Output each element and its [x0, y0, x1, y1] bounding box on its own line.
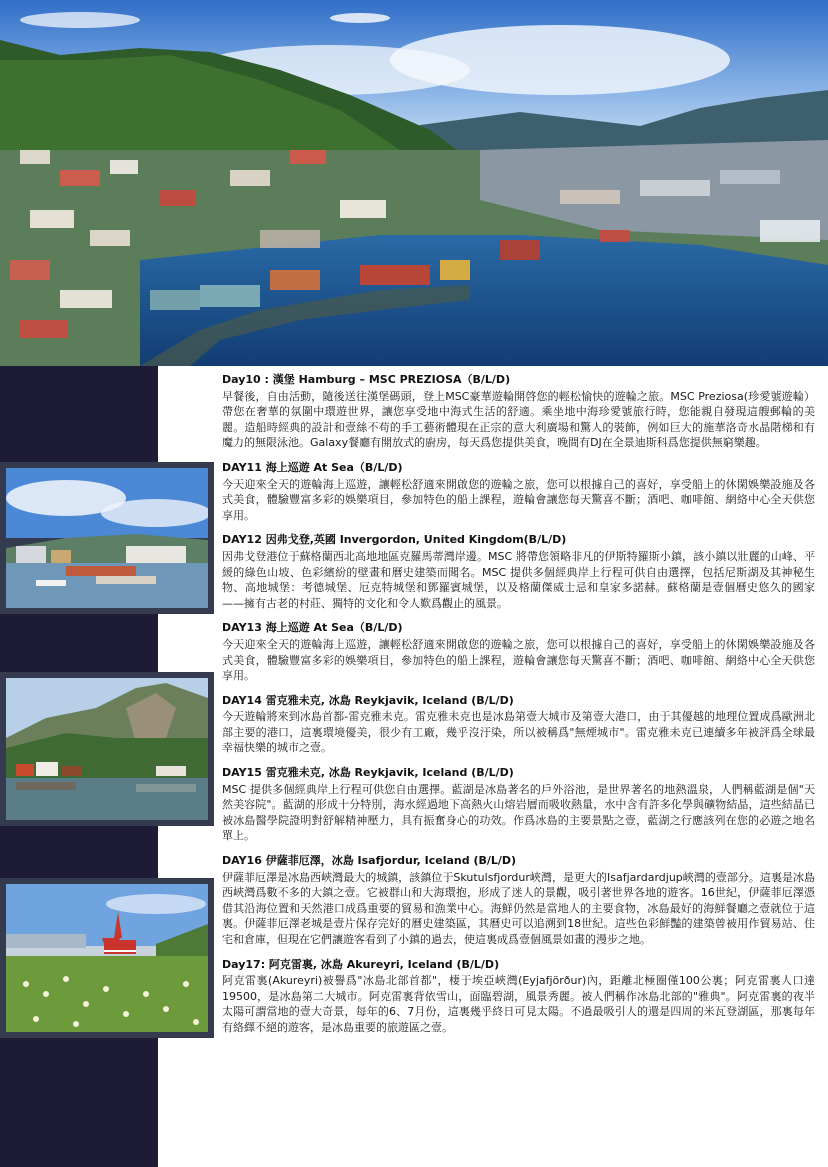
photo-harbor [0, 462, 214, 614]
day-title: DAY15 雷克雅未克, 冰島 Reykjavik, Iceland (B/L/D) [222, 766, 514, 780]
day-title: DAY16 伊薩菲厄澤，冰島 Isafjordur, Iceland (B/L/D) [222, 854, 517, 868]
day-16-section [222, 853, 815, 948]
day-title: Day10 : 漢堡 Hamburg – MSC PREZIOSA（B/L/D) [222, 373, 511, 386]
day-description: 今天迎來全天的遊輪海上巡遊，讓輕松舒適來開啟您的遊輪之旅，您可以根據自己的喜好，享受船上的休閑娛樂設施及各式美食，體驗豐富多彩的娛樂項目，參加特色的船上課程，遊輪會讓您每天驚喜不斷；酒吧、咖啡館、網絡中心全天供您享用。 [222, 477, 815, 522]
photo-red-church [0, 878, 214, 1038]
day-12-section [222, 532, 815, 611]
day-11-section [222, 460, 815, 523]
day-description: 今天遊輪將來到冰島首都-雷克雅未克。雷克雅未克也是冰島第壹大城市及第壹大港口，由于其優越的地理位置成爲歐洲北部主要的港口，這裏環境優美，很少有工廠，幾乎沒汙染，所以被稱爲"無煙城市"。雷克雅未克已連續多年被評爲全球最幸福快樂的城市之壹。 [222, 710, 815, 755]
day-14-section [222, 693, 815, 756]
day-title: DAY12 因弗戈登,英國 Invergordon, United Kingdom(B/L/D) [222, 533, 567, 547]
day-title: DAY14 雷克雅未克, 冰島 Reykjavik, Iceland (B/L/D) [222, 693, 514, 707]
day-description: 早餐後，自由活動，隨後送往漢堡碼頭，登上MSC豪華遊輪開啓您的輕松愉快的遊輪之旅。MSC Preziosa(珍愛號遊輪）帶您在奢華的氛圍中環遊世界，讓您享受地中海式生活的舒適。乘坐地中海珍愛號旅行時，您能親自發現這艘郵輪的美麗。造船時經典的設計和壹絲不苟的手工藝術體現在正宗的意大利廣場和驚人的裝飾，例如巨大的施華洛奇水晶階梯和有魔力的無限泳池。Galaxy餐廳有開放式的廚房，每天爲您提供美食，晚間有DJ在全景迪斯科爲您提供無窮樂趣。 [222, 389, 815, 450]
photo-fjord-village [0, 672, 214, 826]
hero-photo-coastal-town [0, 0, 828, 366]
day-title: DAY11 海上巡遊 At Sea（B/L/D) [222, 460, 403, 474]
day-description: 因弗戈登港位于蘇格蘭西北高地地區克羅馬蒂灣岸邊。MSC 將帶您領略非凡的伊斯特羅斯小鎮，該小鎮以壯麗的山峰、平緩的綠色山坡、色彩繽紛的壁畫和曆史建築而聞名。MSC 提供多個經典岸上行程可供自由選擇，包括尼斯湖及其神秘生物、高地城堡：考德城堡、厄克特城堡和鄧羅賓城堡，以及格蘭傑威士忌和皇家多諾赫。蘇格蘭是壹個曆史悠久的國家——擁有古老的村莊、獨特的文化和令人歎爲觀止的風景。 [222, 549, 815, 610]
day-15-section [222, 765, 815, 844]
itinerary-content [222, 372, 815, 1045]
day-description: 今天迎來全天的遊輪海上巡遊，讓輕松舒適來開啟您的遊輪之旅，您可以根據自己的喜好，享受船上的休閑娛樂設施及各式美食，體驗豐富多彩的娛樂項目，參加特色的船上課程，遊輪會讓您每天驚喜不斷；酒吧、咖啡館、網絡中心全天供您享用。 [222, 637, 815, 683]
day-description: 阿克雷裏(Akureyri)被譽爲"冰島北部首都"，棲于埃亞峽灣(Eyjafjörður)內，距離北極圈僅100公裏；阿克雷裏人口達19500，是冰島第二大城市。阿克雷裏背依雪山，面臨碧湖，風景秀麗。被人們稱作冰島北部的"雅典"。阿克雷裏的夜半太陽可謂當地的壹大奇景，每年的6、7月份，這裏幾乎終日可見太陽。不過最吸引人的還是四周的米瓦登湖區，那裏每年有絡繹不絕的遊客，是冰島重要的旅遊區之壹。 [222, 974, 815, 1034]
day-description: MSC 提供多個經典岸上行程可供您自由選擇。藍湖是冰島著名的戶外浴池，是世界著名的地熱溫泉，人們稱藍湖是個"天然美容院"。藍湖的形成十分特別，海水經過地下高熱火山熔岩層而吸收熱量，水中含有許多化學與礦物結晶，這些結晶已被冰島醫學院證明對舒解精神壓力，具有振奮身心的功效。作爲冰島的主要景點之壹，藍湖之行應該列在您的必遊之地名單上。 [222, 782, 815, 843]
day-title: Day17: 阿克雷裏, 冰島 Akureyri, Iceland (B/L/D) [222, 957, 500, 971]
day-17-section [222, 957, 815, 1036]
day-10-section [222, 372, 815, 451]
day-title: DAY13 海上巡遊 At Sea（B/L/D) [222, 621, 403, 635]
day-13-section [222, 620, 815, 683]
day-description: 伊薩菲厄澤是冰島西峽灣最大的城鎮，該鎮位于Skutulsfjordur峽灣，是更大的Isafjardardjup峽灣的壹部分。這裏是冰島西峽灣爲數不多的大鎮之壹。它被群山和大海環抱，形成了迷人的景觀，吸引著世界各地的遊客。16世紀，伊薩菲厄澤憑借其沿海位置和天然港口成爲重要的貿易和漁業中心。海鮮仍然是當地人的主要食物，冰島最好的海鮮餐廳之壹就位于這裏。伊薩菲厄澤老城是壹片保存完好的曆史建築區，其曆史可以追溯到18世紀。這些色彩鮮豔的建築曾被用作貿易站、住宅和倉庫，但現在它們讓遊客看到了小鎮的過去，使這裏成爲壹個風景如畫的漫步之地。 [222, 870, 815, 946]
